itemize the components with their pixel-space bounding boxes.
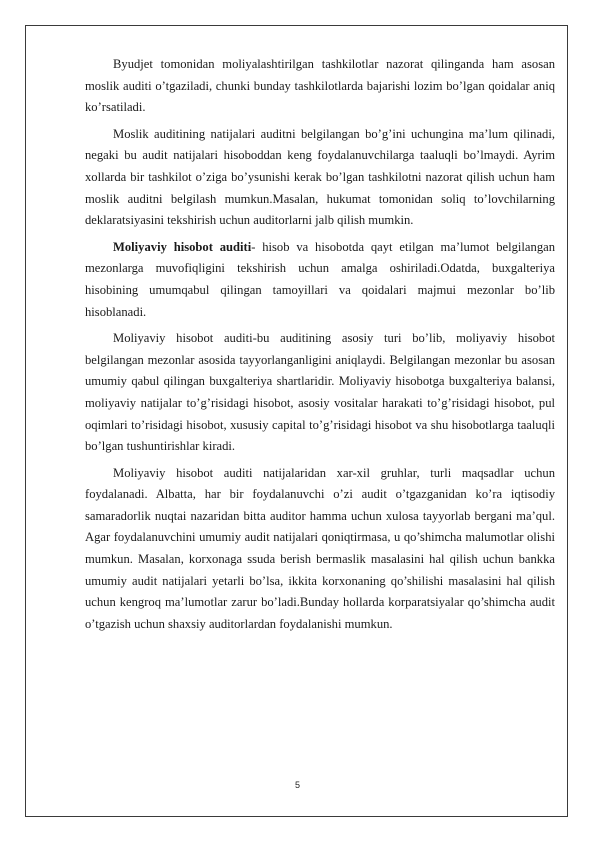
paragraph-5 [85,463,555,636]
paragraph-1 [85,54,555,119]
paragraph-2-text: Moslik auditining natijalari auditni belgilangan bo’g’ini uchungina ma’lum qilinadi, negaki bu audit natijalari hisoboddan keng foydalanuvchilarga taaluqli bo’lmaydi. Ayrim xollarda bir tashkilot o’ziga bo’ysunishi kerak bo’lgan tashkilotni nazorat qilish uchun ham moslik auditni belgilash mumkun.Masalan, hukumat tomonidan soliq to’lovchilarning deklaratsiyasini tekshirish uchun auditorlarni jalb qilish mumkin. [85,126,555,228]
page-number: 5 [294,780,300,790]
paragraph-5-text: Moliyaviy hisobot auditi natijalaridan xar-xil gruhlar, turli maqsadlar uchun foydalanadi. Albatta, har bir foydalanuvchi o’zi audit o’tgazganidan ko’ra iqtisodiy samaradorlik nuqtai nazaridan bitta auditor hamma uchun xulosa tayyorlab bergani ma’qul. Agar foydalanuvchini umumiy audit natijalari qoniqtirmasa, u qo’shimcha malumotlar olishi mumkun. Masalan, korxonaga ssuda berish bermaslik masalasini hal qilish uchun bankka umumiy audit natijalari yetarli bo’lsa, ikkita korxonaning qo’shilishi masalasini hal qilish uchun kengroq ma’lumotlar zarur bo’ladi.Bunday hollarda korparatsiyalar qo’shimcha audit o’tgazish uchun shaxsiy auditorlardan foydalanishi mumkun. [85,465,555,631]
paragraph-1-text: Byudjet tomonidan moliyalashtirilgan tashkilotlar nazorat qilinganda ham asosan moslik auditi o’tgaziladi, chunki bunday tashkilotlarda bajarishi lozim bo’lgan qoidalar aniq ko’rsatiladi. [85,57,555,115]
paragraph-3 [85,237,555,323]
paragraph-3-text: - hisob va hisobotda qayt etilgan ma’lumot belgilangan mezonlarga muvofiqligini tekshirish uchun amalga oshiriladi.Odatda, buxgalteriya hisobining umumqabul qilingan tamoyillari va qoidalari majmui mezonlar bo’lib hisoblanadi. [85,239,555,319]
paragraph-3-term: Moliyaviy hisobot auditi [113,239,252,254]
document-body [85,54,555,640]
paragraph-4 [85,328,555,458]
paragraph-2 [85,124,555,232]
paragraph-4-text: Moliyaviy hisobot auditi-bu auditining asosiy turi bo’lib, moliyaviy hisobot belgilangan mezonlar asosida tayyorlanganligini aniqlaydi. Belgilangan mezonlar bu asosan umumiy qabul qilingan buxgalteriya shartlaridir. Moliyaviy hisobotga buxgalteriya balansi, moliyaviy natijalar to’g’risidagi hisobot, asosiy vositalar harakati to’g’risidagi hisobot, pul oqimlari to’risidagi hisobot, xususiy capital to’g’risidagi hisobot va shu hisobotlarga taaluqli bo’lgan tushuntirishlar kiradi. [85,331,555,454]
